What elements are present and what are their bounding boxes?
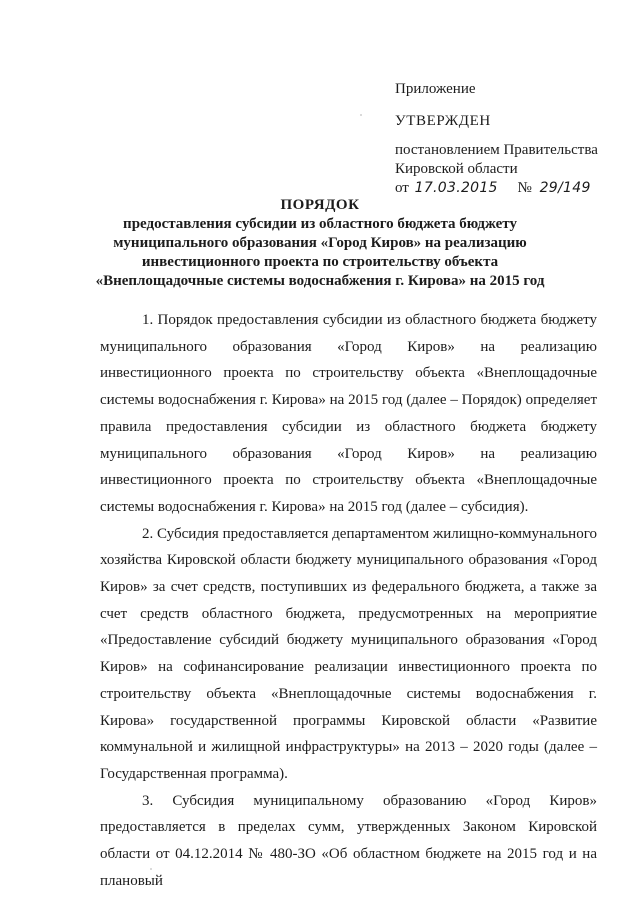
document-body bbox=[100, 307, 597, 894]
handwritten-date: 17.03.2015 bbox=[414, 180, 498, 196]
scan-speck bbox=[360, 114, 362, 116]
from-label: от bbox=[395, 180, 409, 196]
paragraph-2: 2. Субсидия предоставляется департаментом жилищно-коммунального хозяйства Кировской области бюджету муниципального образования «Город Киров» за счет средств, поступивших из федерального бюджета, а также за счет средств областного бюджета, предусмотренных на мероприятие «Предоставление субсидий бюджету муниципального образования «Город Киров» на софинансирование реализации инвестиционного проекта по строительству объекта «Внеплощадочные системы водоснабжения г. Кирова» государственной программы Кировской области «Развитие коммунальной и жилищной инфраструктуры» на 2013 – 2020 годы (далее – Государственная программа). bbox=[100, 525, 597, 782]
approved-by-line-1: постановлением Правительства bbox=[395, 142, 598, 158]
scan-speck bbox=[150, 868, 152, 870]
paragraph-3: 3. Субсидия муниципальному образованию «Город Киров» предоставляется в пределах сумм, утвержденных Законом Кировской области от 04.12.2014 № 480-ЗО «Об областном бюджете на 2015 год и на плановый bbox=[100, 792, 597, 889]
title-line-3: инвестиционного проекта по строительству объекта bbox=[141, 254, 499, 270]
title-line-4: «Внеплощадочные системы водоснабжения г. Кирова» на 2015 год bbox=[95, 273, 545, 289]
appendix-label: Приложение bbox=[395, 81, 476, 97]
paragraph-1: 1. Порядок предоставления субсидии из областного бюджета бюджету муниципального образования «Город Киров» на реализацию инвестиционного проекта по строительству объекта «Внеплощадочные системы водоснабжения г. Кирова» на 2015 год (далее – Порядок) определяет правила предоставления субсидии из областного бюджета бюджету муниципального образования «Город Киров» на реализацию инвестиционного проекта по строительству объекта «Внеплощадочные системы водоснабжения г. Кирова» на 2015 год (далее – субсидия). bbox=[100, 312, 597, 515]
title-line-2: муниципального образования «Город Киров» на реализацию bbox=[113, 235, 527, 251]
approved-by-line-2: Кировской области bbox=[395, 161, 518, 177]
document-title bbox=[0, 196, 640, 291]
title-main: ПОРЯДОК bbox=[280, 197, 360, 213]
number-label: № bbox=[517, 180, 532, 196]
title-line-1: предоставления субсидии из областного бюджета бюджету bbox=[123, 216, 517, 232]
approved-label: УТВЕРЖДЕН bbox=[395, 113, 491, 129]
approval-block bbox=[395, 80, 625, 198]
handwritten-number: 29/149 bbox=[539, 180, 591, 196]
